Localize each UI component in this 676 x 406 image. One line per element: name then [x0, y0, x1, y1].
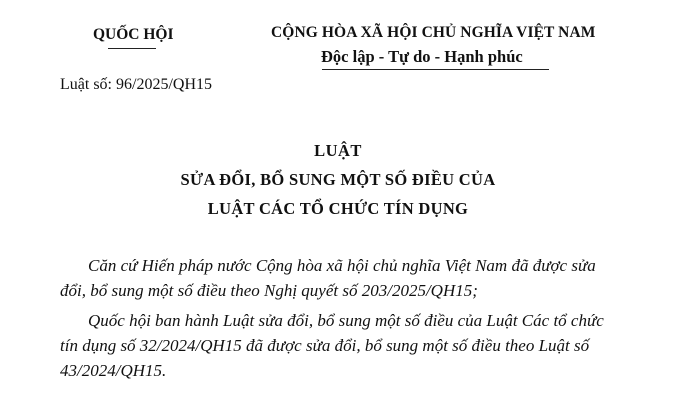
preamble-line: đổi, bổ sung một số điều theo Nghị quyết số 203/2025/QH15;: [60, 281, 478, 300]
issuer-underline: [108, 48, 156, 49]
preamble-line: 43/2024/QH15.: [60, 361, 167, 380]
issuing-authority: QUỐC HỘI: [93, 26, 174, 43]
document-title-line-2: LUẬT CÁC TỔ CHỨC TÍN DỤNG: [207, 199, 469, 218]
motto-underline: [322, 69, 549, 70]
document-title-line-1: SỬA ĐỔI, BỔ SUNG MỘT SỐ ĐIỀU CỦA: [180, 170, 496, 189]
law-number: Luật số: 96/2025/QH15: [60, 76, 212, 93]
preamble-line: Căn cứ Hiến pháp nước Cộng hòa xã hội chủ nghĩa Việt Nam đã được sửa: [88, 256, 596, 275]
preamble-line: tín dụng số 32/2024/QH15 đã được sửa đổi, bổ sung một số điều theo Luật số: [60, 336, 590, 355]
national-motto: Độc lập - Tự do - Hạnh phúc: [321, 47, 523, 66]
document-type: LUẬT: [314, 141, 362, 160]
preamble-line: Quốc hội ban hành Luật sửa đổi, bổ sung một số điều của Luật Các tổ chức: [88, 311, 604, 330]
national-title: CỘNG HÒA XÃ HỘI CHỦ NGHĨA VIỆT NAM: [271, 24, 596, 41]
